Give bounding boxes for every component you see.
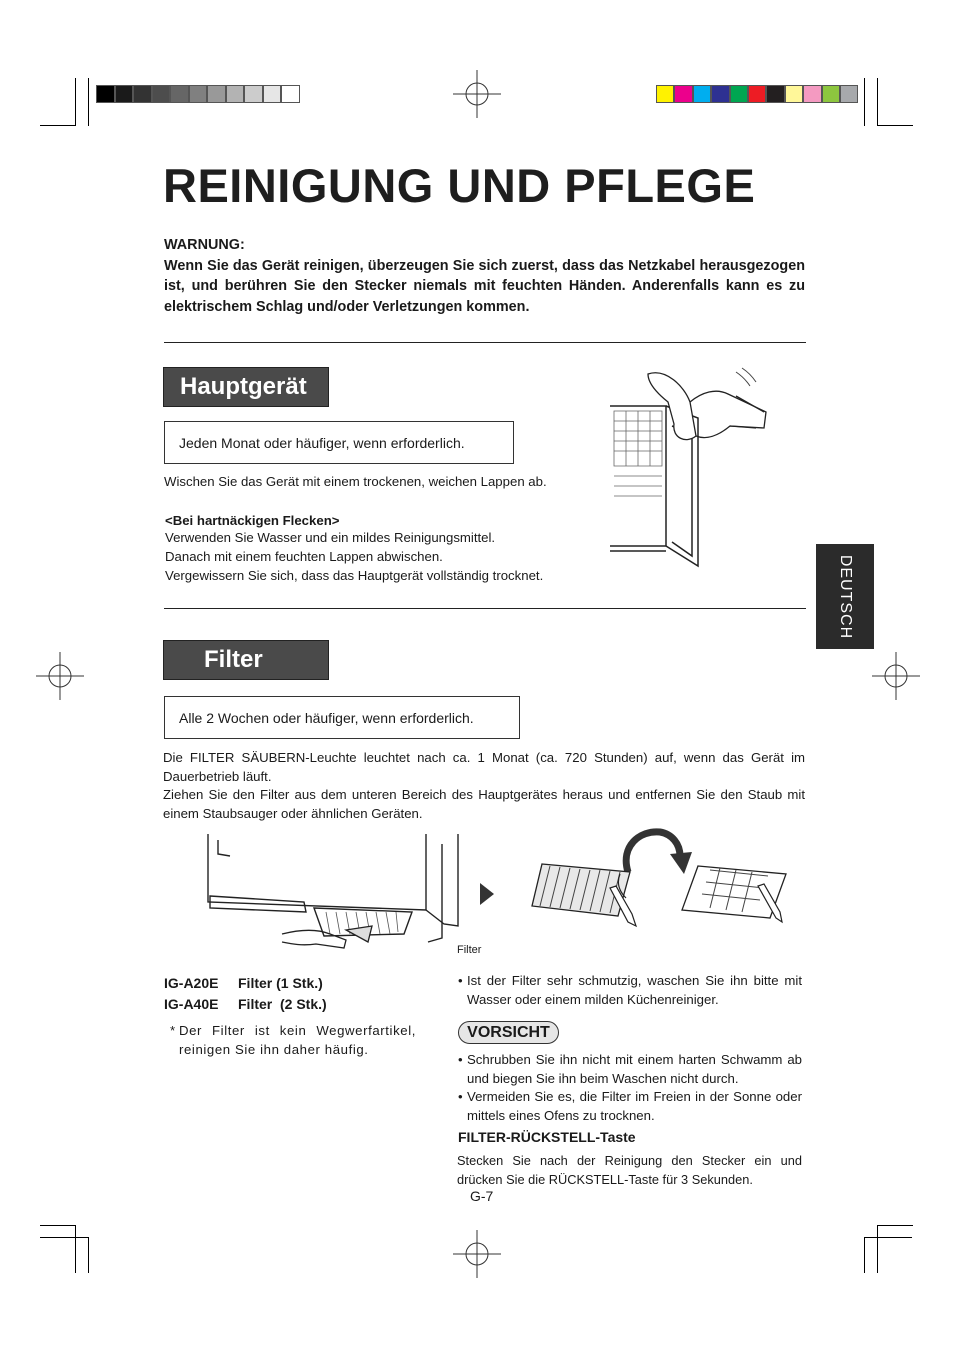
section-divider: [164, 342, 806, 343]
registration-mark-icon: [453, 70, 501, 118]
crop-mark: [75, 1225, 76, 1273]
language-tab: [816, 544, 874, 649]
language-tab-label: DEUTSCH: [837, 554, 854, 639]
caution-bullet: • Schrubben Sie ihn nicht mit einem harten Schwamm ab und biegen Sie ihn beim Waschen nicht durch.: [458, 1052, 802, 1086]
color-swatch: [170, 85, 189, 103]
color-swatch: [263, 85, 282, 103]
color-swatch: [711, 85, 729, 103]
registration-mark-icon: [453, 1230, 501, 1278]
color-swatch: [207, 85, 226, 103]
section-heading-filter: Filter: [163, 640, 329, 680]
model-list: [164, 973, 327, 1015]
filter-cleaning-illustration: [520, 826, 802, 934]
filter-note: * Der Filter ist kein Wegwerfartikel, reinigen Sie ihn daher häufig.: [170, 1023, 416, 1057]
frequency-box-main-unit: Jeden Monat oder häufiger, wenn erforderlich.: [164, 421, 514, 464]
filter-light-paragraph: Die FILTER SÄUBERN-Leuchte leuchtet nach ca. 1 Monat (ca. 720 Stunden) auf, wenn das Gerät im Dauerbetrieb läuft.: [163, 750, 805, 784]
caution-label: VORSICHT: [458, 1021, 559, 1044]
filter-figure-label: Filter: [457, 944, 482, 956]
color-swatch: [674, 85, 692, 103]
crop-mark: [88, 1237, 89, 1273]
color-swatch: [115, 85, 134, 103]
color-swatch: [281, 85, 300, 103]
page-number: G-7: [470, 1188, 494, 1204]
color-swatch: [656, 85, 674, 103]
crop-mark: [40, 1237, 88, 1238]
stubborn-line: Danach mit einem feuchten Lappen abwischen.: [165, 549, 443, 564]
page-title: REINIGUNG UND PFLEGE: [163, 159, 756, 212]
reset-button-heading: FILTER-RÜCKSTELL-Taste: [458, 1129, 636, 1145]
warning-label: WARNUNG:: [164, 237, 245, 253]
stubborn-line: Verwenden Sie Wasser und ein mildes Reinigungsmittel.: [165, 530, 496, 545]
warning-block: [164, 235, 805, 317]
caution-bullet: • Vermeiden Sie es, die Filter im Freien in der Sonne oder mittels eines Ofens zu trocknen.: [458, 1089, 802, 1123]
crop-mark: [877, 125, 913, 126]
reset-button-text: Stecken Sie nach der Reinigung den Stecker ein und drücken Sie die RÜCKSTELL-Taste für 3 Sekunden.: [457, 1153, 802, 1187]
color-swatch: [693, 85, 711, 103]
crop-mark: [877, 78, 878, 126]
crop-mark: [864, 78, 865, 126]
crop-mark: [40, 1225, 76, 1226]
color-swatch: [748, 85, 766, 103]
wiping-unit-illustration: [606, 366, 776, 581]
color-swatch: [730, 85, 748, 103]
dirty-filter-bullet: • Ist der Filter sehr schmutzig, waschen Sie ihn bitte mit Wasser oder einem milden Küchenreiniger.: [458, 973, 802, 1007]
color-swatch: [803, 85, 821, 103]
color-swatch: [189, 85, 208, 103]
section-divider: [164, 608, 806, 609]
frequency-box-filter: Alle 2 Wochen oder häufiger, wenn erforderlich.: [164, 696, 520, 739]
model-row: IG-A40E Filter (2 Stk.): [164, 996, 327, 1012]
arrow-right-icon: [480, 883, 494, 910]
warning-text: Wenn Sie das Gerät reinigen, überzeugen Sie sich zuerst, dass das Netzkabel herausgezogen ist, und berühren Sie den Stecker niemals mit feuchten Händen. Anderenfalls kann es zu elektrischem Schlag und/oder Verletzungen kommen.: [164, 257, 805, 315]
crop-mark: [75, 78, 76, 126]
color-swatch: [785, 85, 803, 103]
crop-mark: [864, 1237, 912, 1238]
registration-mark-icon: [36, 652, 84, 700]
section-heading-main-unit: Hauptgerät: [163, 367, 329, 407]
registration-mark-icon: [872, 652, 920, 700]
color-swatch: [152, 85, 171, 103]
crop-mark: [877, 1225, 913, 1226]
color-swatch: [133, 85, 152, 103]
color-swatch: [840, 85, 858, 103]
crop-mark: [40, 125, 76, 126]
color-swatch: [226, 85, 245, 103]
stubborn-line: Vergewissern Sie sich, dass das Hauptgerät vollständig trocknet.: [165, 568, 544, 583]
color-swatch: [96, 85, 115, 103]
model-row: IG-A20E Filter (1 Stk.): [164, 975, 323, 991]
filter-removal-paragraph: Ziehen Sie den Filter aus dem unteren Bereich des Hauptgerätes heraus und entfernen Sie den Staub mit einem Staubsauger oder ähnlichen Geräten.: [163, 787, 805, 821]
crop-mark: [88, 78, 89, 126]
crop-mark: [864, 1237, 865, 1273]
crop-mark: [877, 1225, 878, 1273]
filter-removal-illustration: [196, 832, 466, 960]
stubborn-stains-heading: <Bei hartnäckigen Flecken>: [165, 513, 340, 528]
color-swatch: [766, 85, 784, 103]
color-swatch: [244, 85, 263, 103]
main-unit-instruction: Wischen Sie das Gerät mit einem trockenen, weichen Lappen ab.: [164, 474, 547, 489]
color-swatch: [822, 85, 840, 103]
